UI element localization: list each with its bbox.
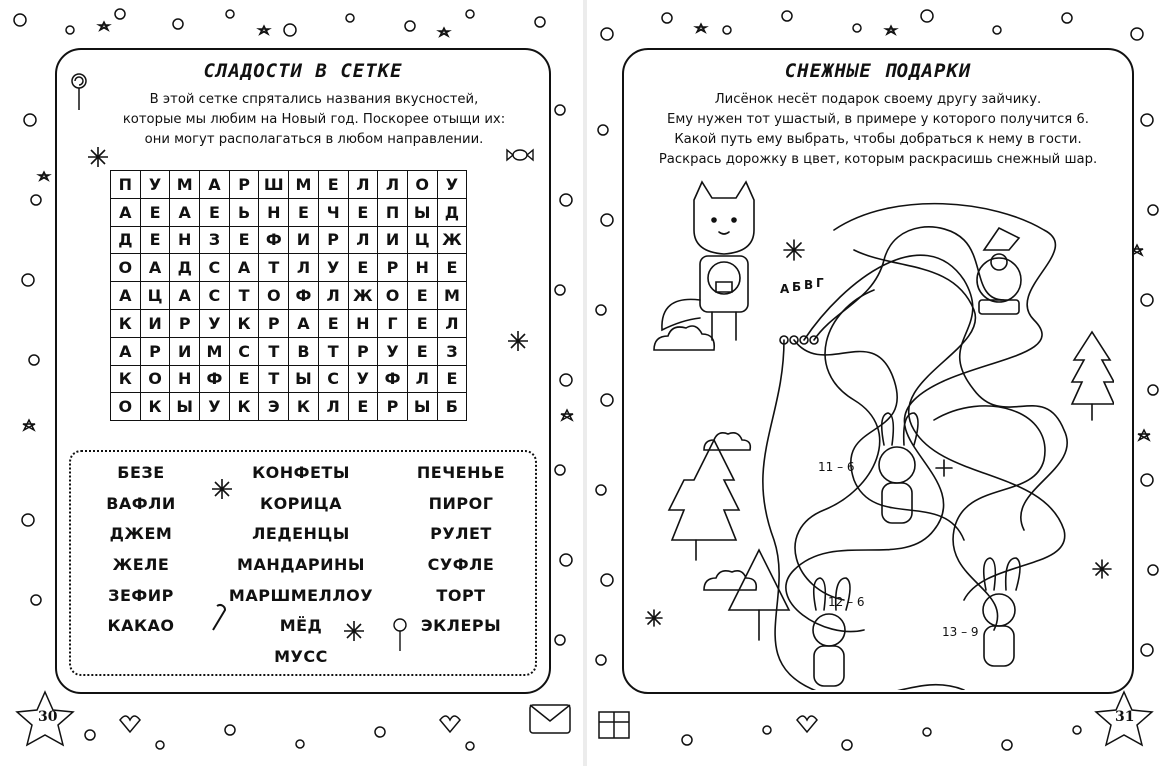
- instruction-line: Раскрась дорожку в цвет, которым раскрасишь снежный шар.: [658, 152, 1098, 167]
- grid-cell[interactable]: Р: [229, 171, 259, 199]
- grid-cell[interactable]: О: [407, 171, 437, 199]
- grid-cell[interactable]: Р: [348, 337, 378, 365]
- grid-row: [111, 226, 467, 254]
- grid-cell[interactable]: Л: [348, 171, 378, 199]
- word: БЕЗЕ: [117, 463, 165, 482]
- grid-cell[interactable]: О: [140, 365, 170, 393]
- word: КОРИЦА: [259, 493, 343, 513]
- letter-grid: [110, 170, 467, 421]
- word: ВАФЛИ: [106, 493, 176, 513]
- grid-cell[interactable]: А: [289, 309, 319, 337]
- word: КОНФЕТЫ: [252, 463, 350, 482]
- grid-cell[interactable]: К: [229, 309, 259, 337]
- grid-cell[interactable]: У: [140, 171, 170, 199]
- grid-cell[interactable]: О: [111, 254, 141, 282]
- snowflake-icon: [1093, 560, 1111, 578]
- grid-cell[interactable]: Р: [259, 309, 289, 337]
- grid-cell[interactable]: А: [111, 282, 141, 310]
- tree-icon: [669, 440, 739, 540]
- word: РУЛЕТ: [430, 524, 492, 544]
- grid-cell[interactable]: Е: [348, 254, 378, 282]
- bunny-illustration: [983, 558, 1020, 666]
- grid-row: [111, 309, 467, 337]
- grid-cell[interactable]: Е: [437, 254, 467, 282]
- grid-cell[interactable]: Б: [437, 393, 467, 421]
- grid-cell[interactable]: Д: [437, 198, 467, 226]
- grid-cell[interactable]: Р: [170, 309, 200, 337]
- grid-cell[interactable]: Е: [318, 171, 348, 199]
- grid-cell[interactable]: Е: [348, 393, 378, 421]
- word-list: [69, 450, 537, 676]
- snowflake-icon: [507, 330, 529, 352]
- word: МУСС: [274, 647, 328, 667]
- word: ПИРОГ: [428, 493, 494, 513]
- grid-cell[interactable]: Е: [348, 198, 378, 226]
- grid-cell[interactable]: Р: [140, 337, 170, 365]
- grid-row: [111, 365, 467, 393]
- grid-cell[interactable]: З: [200, 226, 230, 254]
- page-title: СЛАДОСТИ В СЕТКЕ: [203, 60, 403, 82]
- instructions: [646, 90, 1110, 170]
- grid-cell[interactable]: А: [229, 254, 259, 282]
- tree-icon: [1072, 332, 1114, 404]
- grid-cell[interactable]: У: [200, 393, 230, 421]
- grid-cell[interactable]: И: [140, 309, 170, 337]
- grid-cell[interactable]: Э: [259, 393, 289, 421]
- grid-cell[interactable]: Ф: [378, 365, 408, 393]
- grid-cell[interactable]: Е: [318, 309, 348, 337]
- grid-cell[interactable]: Л: [378, 171, 408, 199]
- grid-row: [111, 171, 467, 199]
- grid-cell[interactable]: М: [289, 171, 319, 199]
- grid-cell[interactable]: Ц: [140, 282, 170, 310]
- grid-cell[interactable]: Е: [407, 309, 437, 337]
- grid-cell[interactable]: Ч: [318, 198, 348, 226]
- grid-cell[interactable]: С: [229, 337, 259, 365]
- instruction-line: В этой сетке спрятались названия вкусностей,: [149, 92, 479, 107]
- word-column: [66, 458, 216, 642]
- maze-panel: [622, 48, 1134, 694]
- grid-cell[interactable]: М: [437, 282, 467, 310]
- grid-cell[interactable]: Л: [318, 393, 348, 421]
- grid-cell[interactable]: К: [111, 365, 141, 393]
- grid-cell[interactable]: Т: [259, 254, 289, 282]
- grid-cell[interactable]: А: [170, 282, 200, 310]
- grid-cell[interactable]: А: [170, 198, 200, 226]
- word-search-panel: [55, 48, 551, 694]
- grid-cell[interactable]: А: [111, 198, 141, 226]
- word-column: [226, 458, 376, 673]
- word: ДЖЕМ: [109, 524, 173, 544]
- grid-cell[interactable]: Ж: [437, 226, 467, 254]
- left-page: [0, 0, 583, 766]
- example-label: 13 – 9: [942, 625, 979, 639]
- grid-cell[interactable]: У: [437, 171, 467, 199]
- grid-cell[interactable]: А: [200, 171, 230, 199]
- fox-illustration: [662, 182, 754, 340]
- word: МАРШМЕЛЛОУ: [228, 585, 374, 605]
- grid-cell[interactable]: С: [318, 365, 348, 393]
- grid-cell[interactable]: П: [111, 171, 141, 199]
- grid-cell[interactable]: Д: [170, 254, 200, 282]
- instruction-line: они могут располагаться в любом направлении.: [144, 132, 484, 147]
- grid-row: [111, 337, 467, 365]
- path-label-b: Б: [792, 280, 802, 294]
- grid-cell[interactable]: Ф: [289, 282, 319, 310]
- word: ЭКЛЕРЫ: [420, 616, 502, 636]
- grid-cell[interactable]: Л: [437, 309, 467, 337]
- instruction-line: Какой путь ему выбрать, чтобы добраться к нему в гости.: [674, 132, 1082, 147]
- grid-cell[interactable]: И: [289, 226, 319, 254]
- grid-cell[interactable]: М: [170, 171, 200, 199]
- word: МЁД: [279, 616, 323, 636]
- path-label-v: В: [804, 278, 814, 292]
- word-column: [386, 458, 536, 642]
- grid-cell[interactable]: Р: [378, 254, 408, 282]
- grid-cell[interactable]: Н: [170, 365, 200, 393]
- grid-cell[interactable]: С: [200, 254, 230, 282]
- grid-cell[interactable]: Д: [111, 226, 141, 254]
- grid-cell[interactable]: З: [437, 337, 467, 365]
- grid-cell[interactable]: У: [200, 309, 230, 337]
- snowflake-icon: [936, 460, 952, 476]
- grid-cell[interactable]: К: [289, 393, 319, 421]
- grid-cell[interactable]: А: [111, 337, 141, 365]
- grid-cell[interactable]: В: [289, 337, 319, 365]
- grid-cell[interactable]: Н: [348, 309, 378, 337]
- word: ТОРТ: [436, 585, 486, 605]
- grid-cell[interactable]: Л: [407, 365, 437, 393]
- grid-cell[interactable]: Е: [289, 198, 319, 226]
- instruction-line: которые мы любим на Новый год. Поскорее отыщи их:: [122, 112, 506, 127]
- word: СУФЛЕ: [427, 555, 495, 575]
- grid-cell[interactable]: О: [111, 393, 141, 421]
- page-number: 31: [1115, 709, 1135, 725]
- grid-cell[interactable]: Е: [437, 365, 467, 393]
- grid-cell[interactable]: П: [378, 198, 408, 226]
- maze-illustration: [634, 170, 1114, 690]
- grid-cell[interactable]: Ж: [348, 282, 378, 310]
- grid-cell[interactable]: А: [140, 254, 170, 282]
- snowflake-icon: [646, 610, 662, 626]
- example-label: 12 – 6: [828, 595, 865, 609]
- grid-cell[interactable]: И: [378, 226, 408, 254]
- word: ЛЕДЕНЦЫ: [252, 524, 350, 544]
- word: ЖЕЛЕ: [112, 555, 170, 575]
- grid-cell[interactable]: Ы: [289, 365, 319, 393]
- grid-cell[interactable]: Ы: [170, 393, 200, 421]
- path-label-g: Г: [816, 276, 824, 290]
- grid-cell[interactable]: Г: [378, 309, 408, 337]
- grid-cell[interactable]: Л: [318, 282, 348, 310]
- grid-cell[interactable]: О: [378, 282, 408, 310]
- cloud-icon: [704, 571, 756, 590]
- grid-cell[interactable]: Н: [259, 198, 289, 226]
- grid-row: [111, 282, 467, 310]
- grid-cell[interactable]: С: [200, 282, 230, 310]
- grid-cell[interactable]: Ф: [259, 226, 289, 254]
- grid-row: [111, 393, 467, 421]
- grid-cell[interactable]: Е: [200, 198, 230, 226]
- grid-cell[interactable]: Е: [229, 365, 259, 393]
- grid-cell[interactable]: Л: [348, 226, 378, 254]
- grid-cell[interactable]: У: [378, 337, 408, 365]
- grid-cell[interactable]: Т: [259, 365, 289, 393]
- grid-row: [111, 198, 467, 226]
- word: ЗЕФИР: [108, 585, 174, 605]
- tree-icon: [729, 550, 789, 610]
- page-number: 30: [38, 709, 58, 725]
- grid-cell[interactable]: Н: [170, 226, 200, 254]
- grid-cell[interactable]: Ф: [200, 365, 230, 393]
- grid-cell[interactable]: Ш: [259, 171, 289, 199]
- grid-cell[interactable]: К: [229, 393, 259, 421]
- grid-cell[interactable]: Е: [140, 198, 170, 226]
- grid-cell[interactable]: Р: [318, 226, 348, 254]
- grid-cell[interactable]: Р: [378, 393, 408, 421]
- grid-cell[interactable]: Е: [407, 282, 437, 310]
- snowglobe-illustration: [977, 228, 1021, 314]
- grid-cell[interactable]: Л: [289, 254, 319, 282]
- example-label: 11 – 6: [818, 460, 855, 474]
- grid-cell[interactable]: Е: [140, 226, 170, 254]
- grid-cell[interactable]: Е: [407, 337, 437, 365]
- grid-cell[interactable]: Ы: [407, 198, 437, 226]
- word: МАНДАРИНЫ: [237, 555, 365, 575]
- path-label-a: А: [780, 282, 790, 296]
- grid-row: [111, 254, 467, 282]
- grid-cell[interactable]: Т: [229, 282, 259, 310]
- word: ПЕЧЕНЬЕ: [416, 463, 506, 482]
- grid-cell[interactable]: Е: [229, 226, 259, 254]
- grid-cell[interactable]: К: [111, 309, 141, 337]
- page-title: СНЕЖНЫЕ ПОДАРКИ: [784, 60, 972, 82]
- grid-cell[interactable]: К: [140, 393, 170, 421]
- word: КАКАО: [107, 616, 175, 636]
- grid-cell[interactable]: И: [170, 337, 200, 365]
- instruction-line: Ему нужен тот ушастый, в примере у которого получится 6.: [667, 112, 1089, 127]
- instructions: [119, 90, 509, 150]
- grid-cell[interactable]: Н: [407, 254, 437, 282]
- grid-cell[interactable]: Т: [318, 337, 348, 365]
- grid-cell[interactable]: О: [259, 282, 289, 310]
- grid-cell[interactable]: Ы: [407, 393, 437, 421]
- grid-cell[interactable]: М: [200, 337, 230, 365]
- grid-cell[interactable]: Ц: [407, 226, 437, 254]
- snowflake-icon: [784, 240, 804, 260]
- instruction-line: Лисёнок несёт подарок своему другу зайчику.: [714, 92, 1042, 107]
- candy-icon: [505, 144, 535, 166]
- grid-cell[interactable]: Ь: [229, 198, 259, 226]
- snowflake-icon: [87, 146, 109, 168]
- grid-cell[interactable]: У: [348, 365, 378, 393]
- right-page: [587, 0, 1170, 766]
- grid-cell[interactable]: Т: [259, 337, 289, 365]
- grid-cell[interactable]: У: [318, 254, 348, 282]
